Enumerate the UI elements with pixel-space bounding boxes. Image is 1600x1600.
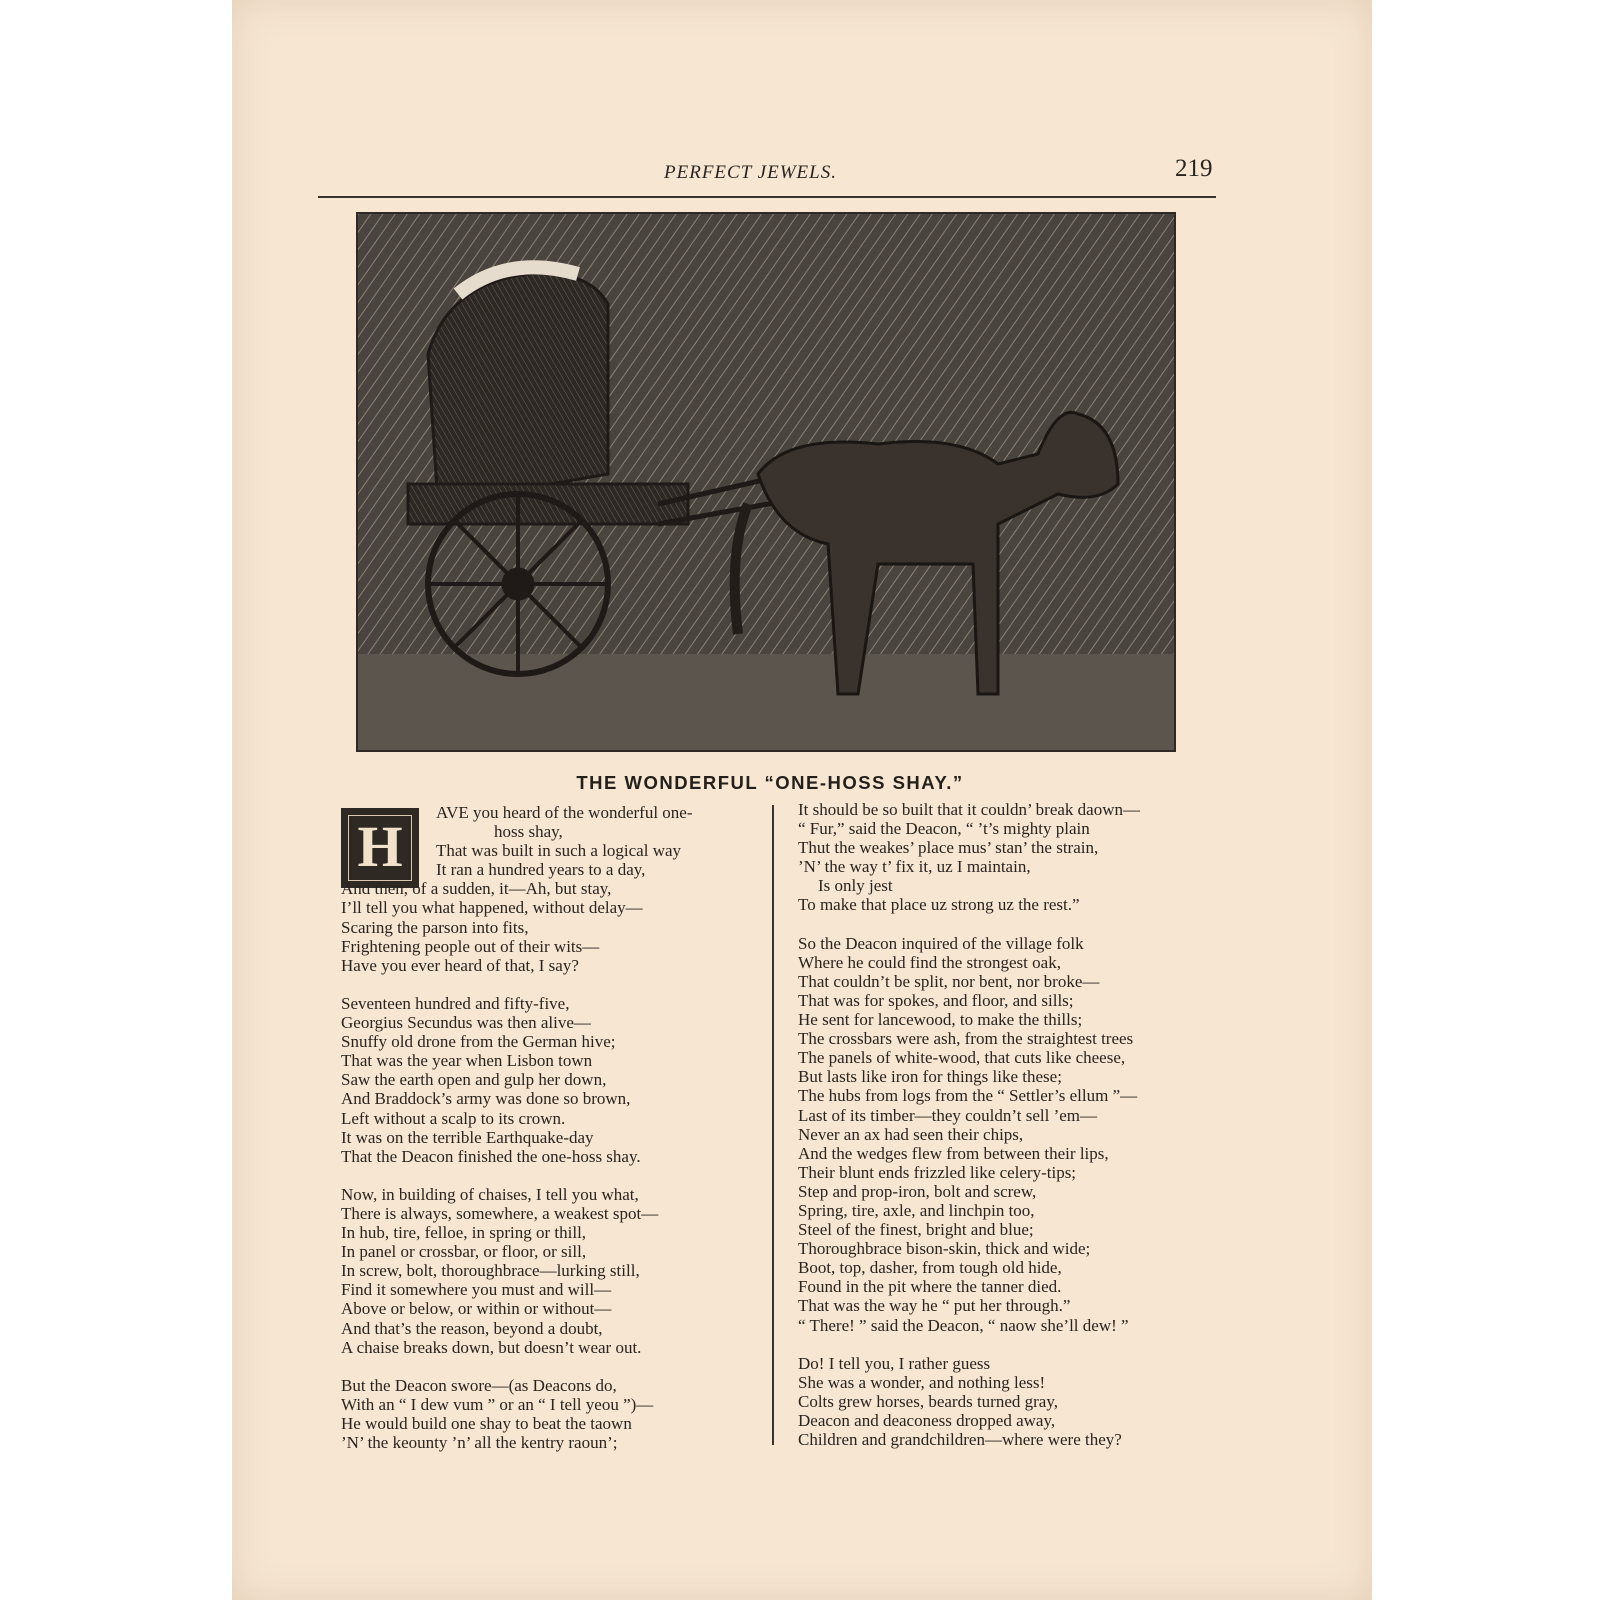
poem-line: Saw the earth open and gulp her down, — [341, 1070, 607, 1090]
poem-line: That the Deacon finished the one-hoss shay. — [341, 1146, 641, 1166]
poem-line: Above or below, or within or without— — [341, 1299, 612, 1319]
poem-line: In hub, tire, felloe, in spring or thill, — [341, 1223, 587, 1243]
poem-line: Scaring the parson into fits, — [341, 917, 529, 937]
poem-line: And the wedges flew from between their lips, — [798, 1143, 1109, 1163]
poem-line: Do! I tell you, I rather guess — [798, 1353, 991, 1373]
poem-line: In screw, bolt, thoroughbrace—lurking still, — [341, 1261, 640, 1281]
poem-line: Found in the pit where the tanner died. — [798, 1277, 1062, 1297]
poem-line: Georgius Secundus was then alive— — [341, 1013, 591, 1033]
poem-line: And Braddock’s army was done so brown, — [341, 1089, 631, 1109]
poem-line: That was for spokes, and floor, and sills; — [798, 990, 1074, 1010]
column-divider — [772, 805, 774, 1445]
poem-line: Now, in building of chaises, I tell you what, — [341, 1184, 639, 1204]
poem-line: Steel of the finest, bright and blue; — [798, 1220, 1034, 1240]
poem-line: She was a wonder, and nothing less! — [798, 1372, 1046, 1392]
illustration-horse-and-shay — [356, 212, 1176, 752]
poem-line: He would build one shay to beat the taown — [341, 1414, 632, 1433]
poem-line: The hubs from logs from the “ Settler’s ellum ”— — [798, 1086, 1138, 1106]
page-number: 219 — [1175, 155, 1213, 182]
poem-line: “ There! ” said the Deacon, “ naow she’ll dew! ” — [798, 1315, 1129, 1335]
drop-cap-letter: H — [357, 814, 403, 879]
poem-column-right — [798, 800, 1228, 1449]
poem-title: THE WONDERFUL “ONE-HOSS SHAY.” — [576, 772, 964, 793]
stanza-break — [341, 1166, 751, 1185]
stanza-break — [798, 1335, 1228, 1354]
header-rule — [318, 196, 1216, 198]
poem-line: To make that place uz strong uz the rest.” — [798, 895, 1080, 915]
poem-line: Snuffy old drone from the German hive; — [341, 1032, 616, 1052]
poem-line: AVE you heard of the wonderful one- — [436, 803, 693, 822]
poem-line: The panels of white-wood, that cuts like cheese, — [798, 1048, 1126, 1068]
poem-column-left — [341, 803, 751, 1452]
poem-line: Never an ax had seen their chips, — [798, 1124, 1024, 1144]
poem-line: That couldn’t be split, nor bent, nor broke— — [798, 971, 1100, 991]
poem-line: Step and prop-iron, bolt and screw, — [798, 1181, 1037, 1201]
poem-line: I’ll tell you what happened, without delay— — [341, 898, 643, 918]
poem-line: Frightening people out of their wits— — [341, 936, 600, 956]
poem-line: The crossbars were ash, from the straightest trees — [798, 1029, 1134, 1049]
poem-line: Seventeen hundred and fifty-five, — [341, 993, 570, 1013]
poem-line: That was built in such a logical way — [436, 841, 682, 861]
poem-line: So the Deacon inquired of the village folk — [798, 933, 1084, 953]
poem-line: Spring, tire, axle, and linchpin too, — [798, 1200, 1035, 1220]
poem-line: Left without a scalp to its crown. — [341, 1108, 566, 1128]
poem-line: Have you ever heard of that, I say? — [341, 955, 579, 975]
poem-line: It was on the terrible Earthquake-day — [341, 1127, 594, 1147]
poem-line: Children and grandchildren—where were they? — [798, 1430, 1122, 1450]
poem-line: He sent for lancewood, to make the thills; — [798, 1010, 1083, 1030]
stanza-break — [798, 915, 1228, 934]
poem-line: Thut the weakes’ place mus’ stan’ the strain, — [798, 838, 1099, 858]
poem-line: But the Deacon swore—(as Deacons do, — [341, 1375, 617, 1395]
stanza-break — [341, 975, 751, 994]
poem-line: In panel or crossbar, or floor, or sill, — [341, 1242, 587, 1262]
poem-line: But lasts like iron for things like these; — [798, 1067, 1062, 1087]
poem-line: Last of its timber—they couldn’t sell ’em— — [798, 1105, 1098, 1125]
running-title: PERFECT JEWELS. — [664, 162, 837, 183]
poem-line: And then, of a sudden, it—Ah, but stay, — [341, 879, 612, 899]
poem-line: ’N’ the way t’ fix it, uz I maintain, — [798, 857, 1031, 877]
poem-line: “ Fur,” said the Deacon, “ ’t’s mighty plain — [798, 819, 1090, 839]
poem-line: Deacon and deaconess dropped away, — [798, 1411, 1056, 1430]
poem-line: That was the way he “ put her through.” — [798, 1296, 1071, 1316]
poem-line: Is only jest — [818, 876, 893, 896]
poem-line: It ran a hundred years to a day, — [436, 860, 646, 880]
poem-line: It should be so built that it couldn’ break daown— — [798, 800, 1140, 819]
poem-line: Their blunt ends frizzled like celery-tips; — [798, 1162, 1077, 1182]
poem-line: And that’s the reason, beyond a doubt, — [341, 1318, 603, 1338]
poem-line: Colts grew horses, beards turned gray, — [798, 1391, 1058, 1411]
poem-line: That was the year when Lisbon town — [341, 1051, 593, 1071]
poem-line: Where he could find the strongest oak, — [798, 952, 1061, 972]
poem-line: Thoroughbrace bison-skin, thick and wide; — [798, 1239, 1091, 1259]
poem-line: Find it somewhere you must and will— — [341, 1280, 612, 1300]
poem-line: Boot, top, dasher, from tough old hide, — [798, 1258, 1062, 1278]
poem-line: There is always, somewhere, a weakest spot— — [341, 1203, 659, 1223]
poem-line: ’N’ the keounty ’n’ all the kentry raoun’; — [341, 1433, 618, 1453]
poem-line: A chaise breaks down, but doesn’t wear out. — [341, 1337, 642, 1357]
stanza-break — [341, 1357, 751, 1376]
poem-line: hoss shay, — [494, 822, 563, 842]
poem-line: With an “ I dew vum ” or an “ I tell yeou ”)— — [341, 1394, 654, 1414]
